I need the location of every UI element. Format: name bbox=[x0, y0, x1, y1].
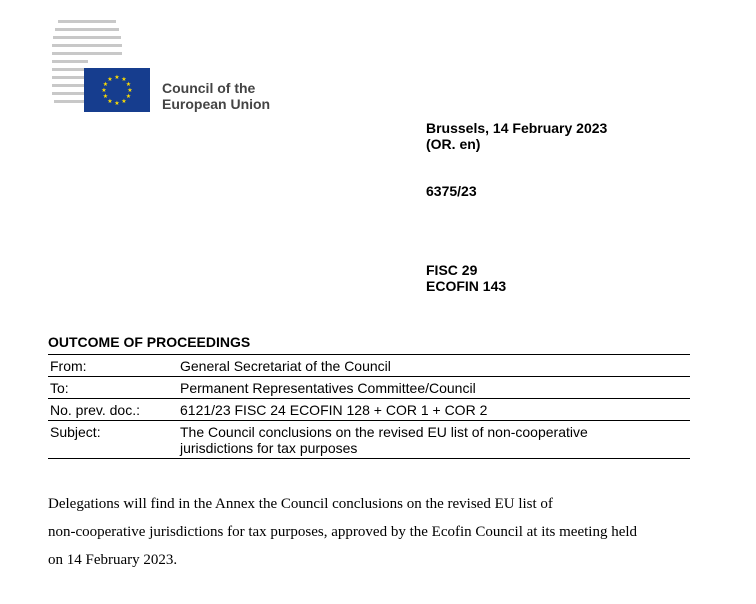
organisation-name bbox=[162, 80, 270, 112]
svg-text:★: ★ bbox=[114, 100, 120, 107]
table-row bbox=[48, 377, 690, 399]
svg-text:★: ★ bbox=[102, 81, 109, 88]
svg-text:★: ★ bbox=[125, 81, 132, 88]
organisation-name-line1: Council of the bbox=[162, 80, 256, 96]
svg-text:★: ★ bbox=[127, 87, 133, 94]
svg-text:★: ★ bbox=[121, 76, 127, 83]
outcome-title: OUTCOME OF PROCEEDINGS bbox=[48, 334, 251, 350]
table-row bbox=[48, 399, 690, 421]
council-logo bbox=[48, 20, 308, 120]
row-key-subject: Subject: bbox=[50, 424, 101, 440]
row-key-from: From: bbox=[50, 358, 87, 374]
subject-line1: The Council conclusions on the revised EU list of non-cooperative bbox=[180, 424, 588, 440]
svg-text:★: ★ bbox=[121, 98, 127, 105]
svg-text:★: ★ bbox=[125, 93, 132, 100]
row-value-prev-doc: 6121/23 FISC 24 ECOFIN 128 + COR 1 + COR 2 bbox=[180, 402, 488, 418]
row-value-subject bbox=[180, 421, 690, 459]
row-value-from: General Secretariat of the Council bbox=[180, 358, 391, 374]
table-row bbox=[48, 355, 690, 377]
row-key-prev-doc: No. prev. doc.: bbox=[50, 402, 141, 418]
row-value-to: Permanent Representatives Committee/Council bbox=[180, 380, 476, 396]
body-line1: Delegations will find in the Annex the Council conclusions on the revised EU list of bbox=[48, 496, 553, 512]
eu-flag-icon bbox=[84, 68, 150, 112]
svg-text:★: ★ bbox=[114, 74, 120, 81]
subject-line2: jurisdictions for tax purposes bbox=[180, 440, 358, 456]
document-number: 6375/23 bbox=[426, 183, 477, 199]
document-date-block bbox=[426, 120, 607, 152]
row-key-to: To: bbox=[50, 380, 69, 396]
svg-text:★: ★ bbox=[101, 87, 107, 94]
svg-text:★: ★ bbox=[107, 98, 113, 105]
proceedings-table bbox=[48, 354, 690, 459]
table-row bbox=[48, 421, 690, 459]
document-code-fisc: FISC 29 bbox=[426, 262, 478, 278]
svg-text:★: ★ bbox=[107, 76, 113, 83]
document-codes bbox=[426, 262, 506, 294]
body-line3: on 14 February 2023. bbox=[48, 552, 178, 568]
svg-text:★: ★ bbox=[102, 93, 109, 100]
original-language: (OR. en) bbox=[426, 136, 481, 152]
organisation-name-line2: European Union bbox=[162, 96, 271, 112]
body-paragraph bbox=[48, 490, 698, 574]
body-line2: non-cooperative jurisdictions for tax purposes, approved by the Ecofin Council at its meeting held bbox=[48, 524, 638, 540]
document-code-ecofin: ECOFIN 143 bbox=[426, 278, 507, 294]
document-date: Brussels, 14 February 2023 bbox=[426, 120, 608, 136]
